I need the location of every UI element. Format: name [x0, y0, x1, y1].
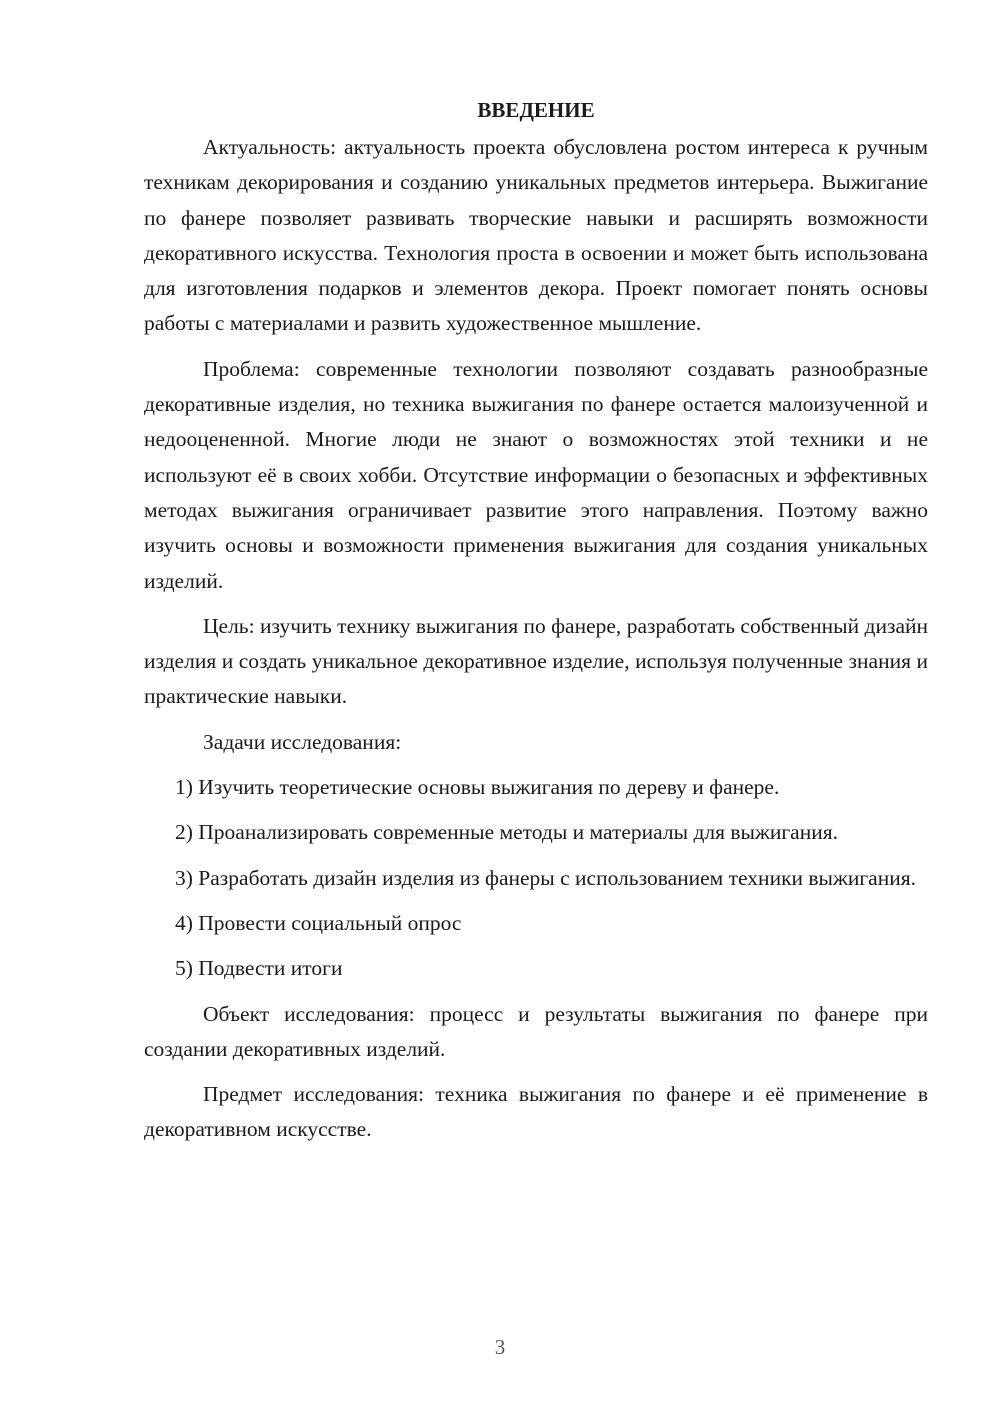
- goal-paragraph: Цель: изучить технику выжигания по фанере, разработать собственный дизайн изделия и создать уникальное декоративное изделие, используя полученные знания и практические навыки.: [144, 613, 928, 709]
- subject-paragraph: Предмет исследования: техника выжигания по фанере и её применение в декоративном искусстве.: [144, 1082, 928, 1142]
- object-paragraph: Объект исследования: процесс и результаты выжигания по фанере при создании декоративных изделий.: [144, 1001, 928, 1061]
- problem-paragraph: Проблема: современные технологии позволяют создавать разнообразные декоративные изделия, но техника выжигания по фанере остается малоизученной и недооцененной. Многие люди не знают о возможностях этой техники и не используют её в своих хобби. Отсутствие информации о безопасных и эффективных методах выжигания ограничивает развитие этого направления. Поэтому важно изучить основы и возможности применения выжигания для создания уникальных изделий.: [144, 356, 928, 593]
- task-item-3: 3) Разработать дизайн изделия из фанеры с использованием техники выжигания.: [175, 865, 916, 890]
- task-item-1: 1) Изучить теоретические основы выжигания по дереву и фанере.: [175, 775, 780, 800]
- page-number: 3: [494, 1335, 506, 1359]
- task-item-4: 4) Провести социальный опрос: [175, 910, 462, 935]
- relevance-paragraph: Актуальность: актуальность проекта обусловлена ростом интереса к ручным техникам декорирования и созданию уникальных предметов интерьера. Выжигание по фанере позволяет развивать творческие навыки и расширять возможности декоративного искусства. Технология проста в освоении и может быть использована для изготовления подарков и элементов декора. Проект помогает понять основы работы с материалами и развить художественное мышление.: [144, 135, 928, 336]
- document-page: [144, 94, 928, 1148]
- task-item-5: 5) Подвести итоги: [175, 956, 343, 981]
- document-title: ВВЕДЕНИЕ: [477, 98, 595, 122]
- tasks-heading: Задачи исследования:: [203, 729, 402, 754]
- task-item-2: 2) Проанализировать современные методы и материалы для выжигания.: [175, 820, 838, 845]
